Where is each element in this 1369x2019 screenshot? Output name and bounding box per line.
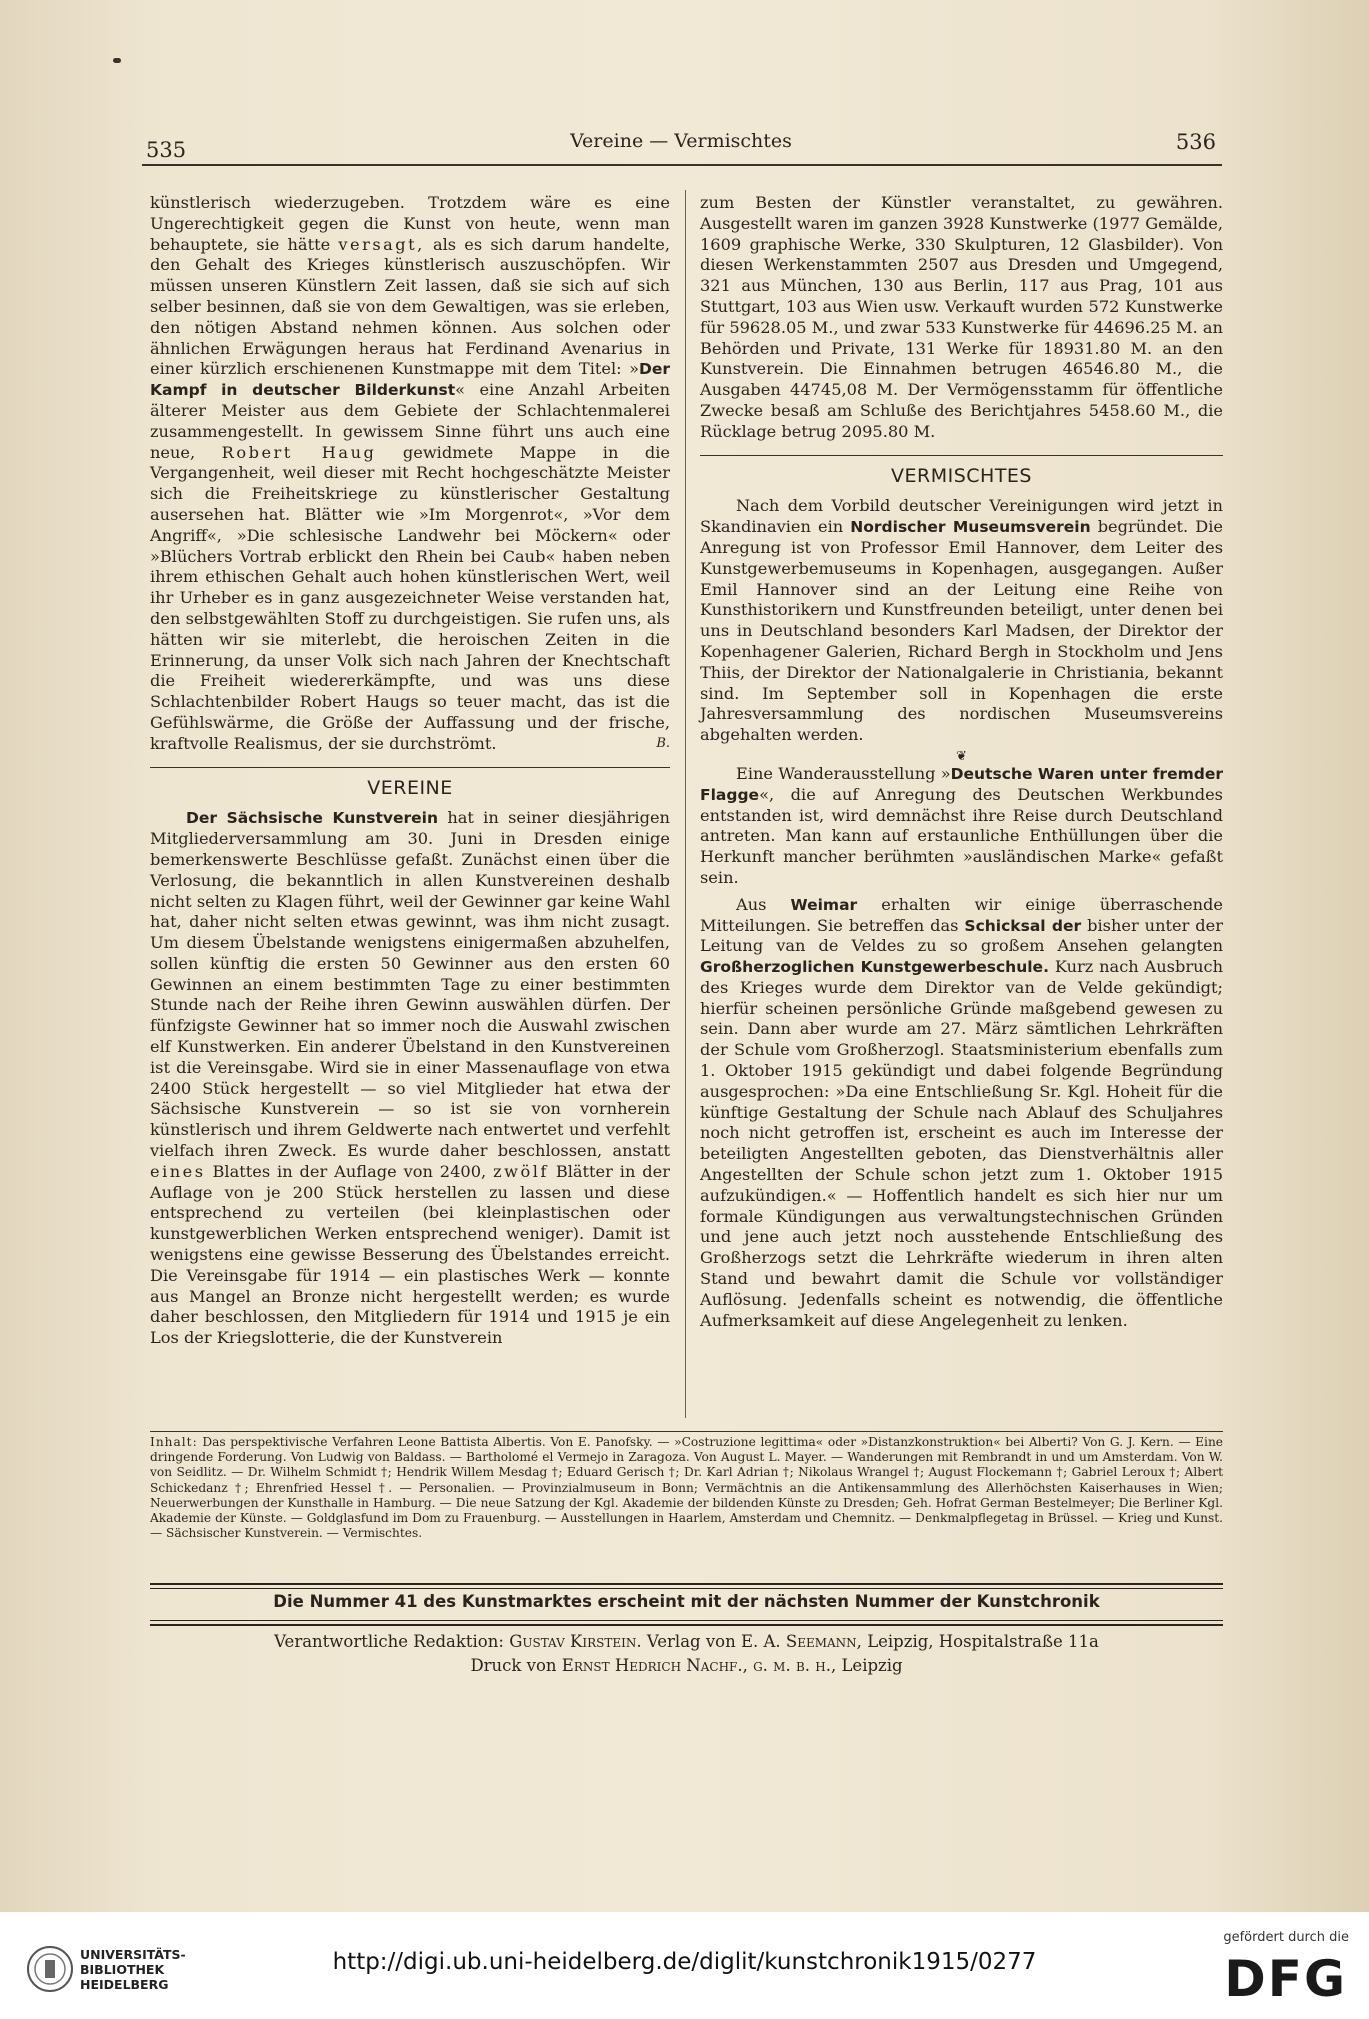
spaced-name: Robert Haug <box>221 442 377 462</box>
editor-name: Gustav Kirstein. <box>509 1632 642 1651</box>
statistics-paragraph: zum Besten der Künstler veranstaltet, zu gewähren. Ausgestellt waren im ganzen 3928 Kunstwerke (1977 Gemälde, 1609 graphische Werke, 330 Skulpturen, 12 Glasbilder). Von diesen Werkenstammten 2507 aus Dresden und Umgegend, 321 aus München, 130 aus Berlin, 117 aus Prag, 101 aus Stuttgart, 103 aus Wien usw. Verkauft wurden 572 Kunstwerke für 59628.05 M., und zwar 533 Kunstwerke für 44696.25 M. an Behörden und Private, 131 Werke für 18931.80 M. an den Kunstverein. Die Einnahmen betrugen 46546.80 M., die Ausgaben 44745,08 M. Der Vermögensstamm für öffentliche Zwecke besaß am Schluße des Berichtjahres 5458.60 M., die Rücklage betrug 2095.80 M. <box>700 193 1223 441</box>
column-divider <box>685 190 686 1418</box>
weimar-paragraph: Aus Weimar erhalten wir einige überraschende Mitteilungen. Sie betreffen das Schicksal der bisher unter der Leitung van de Veldes zu so großem Ansehen gelangten Großherzoglichen Kunstgewerbeschule. Kurz nach Ausbruch des Krieges wurde dem Direktor van de Velde gekündigt; hierfür scheinen persönliche Gründe maßgebend gewesen zu sein. Dann aber wurde am 27. März sämtlichen Lehrkräften der Schule vom Großherzogl. Staatsministerium ebenfalls zum 1. Oktober 1915 gekündigt und dabei folgende Begründung ausgesprochen: »Da eine Entschließung Sr. Kgl. Hoheit für die künftige Gestaltung der Schule nach Ablauf des Schuljahres noch nicht getroffen ist, erscheint es auch im Interesse der beteiligten Angestellten geboten, das Dienstverhältnis aller Angestellten der Schule schon jetzt zum 1. Oktober 1915 aufzukündigen.« — Hoffentlich handelt es sich hier nur um formale Kündigungen aus verwaltungstechnischen Gründen und jene auch jetzt noch ausstehende Entschließung des Großherzogs setzt die Lehrkräfte wiederum in ihren alten Stand und bewahrt damit die Schule vor vollständiger Auflösung. Jedenfalls scheint es notwendig, die öffentliche Aufmerksamkeit auf diese Angelegenheit zu lenken. <box>700 894 1224 1330</box>
wanderausstellung-paragraph: Eine Wanderausstellung »Deutsche Waren unter fremder Flagge«, die auf Anregung des Deutschen Werkbundes entstanden ist, wird demnächst ihre Reise durch Deutschland antreten. Man kann auf erstaunliche Enthüllungen über die Herkunft mancher berühmten »ausländischen Marke« gefaßt sein. <box>700 763 1223 887</box>
imprint <box>150 1630 1223 1678</box>
kunstmarkt-notice: Die Nummer 41 des Kunstmarktes erscheint mit der nächsten Nummer der Kunstchronik <box>273 1592 1100 1611</box>
author-signature: B. <box>656 735 670 751</box>
kunstmappe-paragraph: künstlerisch wiederzugeben. Trotzdem wäre es eine Ungerechtigkeit gegen die Kunst von heute, wenn man behauptete, sie hätte versagt, als es sich darum handelte, den Gehalt des Krieges künstlerisch auszuschöpfen. Wir müssen unseren Künstlern Zeit lassen, daß sie sich auf sich selber besinnen, daß sie von dem Gewaltigen, was sie erleben, den nötigen Abstand nehmen können. Aus solchen oder ähnlichen Erwägungen heraus hat Ferdinand Avenarius in einer kürzlich erschienenen Kunstmappe mit dem Titel: »Der Kampf in deutscher Bilderkunst« eine Anzahl Arbeiten älterer Meister aus dem Gebiete der Schlachtenmalerei zusammengestellt. In gewissem Sinne führt uns auch eine neue, Robert Haug gewidmete Mappe in die Vergangenheit, weil dieser mit Recht hochgeschätzte Meister sich die Freiheitskriege zu künstlerischer Gestaltung ausersehen hat. Blätter wie »Im Morgenrot«, »Vor dem Angriff«, »Die schlesische Landwehr bei Möckern« oder »Blüchers Vortrab erblickt den Rhein bei Caub« haben neben ihrem ethischen Gehalt auch hohen künstlerischen Wert, weil ihr Urheber es in ganz ausgezeichneter Weise verstanden hat, den selbstgewählten Stoff zu durchgeistigen. Sie rufen uns, als hätten wir sie miterlebt, die heroischen Zeiten in die Erinnerung, da unser Volk sich nach Jahren der Knechtschaft die Freiheit wiedererkämpfte, und was uns diese Schlachtenbilder Robert Haugs so teuer macht, das ist die Gefühlswärme, die Größe der Auffassung und der frische, kraftvolle Realismus, der sie durchströmt. B. <box>150 193 671 753</box>
notice-rule-bottom <box>150 1620 1223 1626</box>
permalink-url[interactable]: http://digi.ub.uni-heidelberg.de/diglit/kunstchronik1915/0277 <box>332 1949 1037 1975</box>
table-of-contents <box>150 1431 1223 1541</box>
header-rule <box>142 164 1222 166</box>
section-rule <box>700 455 1223 456</box>
page-number-left: 535 <box>146 138 187 162</box>
imprint-line-1: Verantwortliche Redaktion: Gustav Kirstein. Verlag von E. A. Seemann, Leipzig, Hospitalstraße 11a <box>274 1632 1099 1651</box>
spaced-emphasis: versagt, <box>338 234 425 254</box>
running-title: Vereine — Vermischtes <box>570 130 792 152</box>
imprint-line-2: Druck von Ernst Hedrich Nachf., g. m. b. h., Leipzig <box>470 1656 903 1675</box>
dfg-logo: DFG <box>1224 1950 1347 2008</box>
ink-blot <box>113 58 121 63</box>
digitization-footer <box>0 1912 1369 2019</box>
institution-name: UNIVERSITÄTS- BIBLIOTHEK HEIDELBERG <box>80 1947 186 1992</box>
bold-title: Der Kampf in deutscher Bilderkunst <box>150 360 670 400</box>
page-number-right: 536 <box>1175 130 1216 154</box>
right-column <box>700 193 1223 1331</box>
contents-text: Das perspektivische Verfahren Leone Battista Albertis. Von E. Panofsky. — »Costruzione legittima« oder »Distanzkonstruktion« bei Alberti? Von G. J. Kern. — Eine dringende Forderung. Von Ludwig von Baldass. — Bartholomé el Vermejo in Zaragoza. Von August L. Mayer. — Wanderungen mit Rembrandt in und um Amsterdam. Von W. von Seidlitz. — Dr. Wilhelm Schmidt †; Hendrik Willem Mesdag †; Eduard Gerisch †; Dr. Karl Adrian †; Nikolaus Wrangel †; August Flockemann †; Gabriel Leroux †; Albert Schickedanz †; Ehrenfried Hessel †. — Personalien. — Provinzialmuseum in Bonn; Vermächtnis an die Antikensammlung des Allerhöchsten Kaiserhauses in Wien; Neuerwerbungen der Kunsthalle in Hamburg. — Die neue Satzung der Kgl. Akademie der bildenden Künste zu Dresden; Geh. Hofrat German Bestelmeyer; Die Berliner Kgl. Akademie der Künste. — Goldglasfund im Dom zu Frauenburg. — Ausstellungen in Haarlem, Amsterdam und Chemnitz. — Denkmalpflegetag in Brüssel. — Krieg und Kunst. — Sächsischer Kunstverein. — Vermischtes. <box>150 1435 1224 1541</box>
notice-rule-top <box>150 1583 1223 1589</box>
printer-name: Ernst Hedrich Nachf., g. m. b. h., <box>561 1656 837 1675</box>
section-rule <box>150 767 670 768</box>
funded-by-label: gefördert durch die <box>1223 1930 1349 1945</box>
contents-label: Inhalt: <box>150 1435 198 1449</box>
section-heading-vermischtes: VERMISCHTES <box>891 464 1032 487</box>
publisher-name: E. A. Seemann, <box>740 1632 862 1651</box>
section-heading-vereine: VEREINE <box>367 776 453 799</box>
running-header <box>142 130 1220 164</box>
left-column <box>150 193 670 1349</box>
bold-lead: Der Sächsische Kunstverein <box>186 809 439 828</box>
kunstverein-paragraph: Der Sächsische Kunstverein hat in seiner diesjährigen Mitgliederversammlung am 30. Juni in Dresden einige bemerkenswerte Beschlüsse gefaßt. Zunächst einen über die Verlosung, die bekanntlich in allen Kunstvereinen deshalb nicht selten zu Klagen führt, weil der Gewinner gar keine Wahl hat, daher nicht selten etwas gewinnt, was ihm nicht zusagt. Um diesem Übelstande wenigstens einigermaßen abzuhelfen, sollen künftig die ersten 50 Gewinner aus den ersten 60 Gewinnen an einem bestimmten Tage zu einer bestimmten Stunde nach der Reihe ihren Gewinn auswählen dürfen. Der fünfzigste Gewinner hat so immer noch die Auswahl zwischen elf Kunstwerken. Ein anderer Übelstand in den Kunstvereinen ist die Vereinsgabe. Wird sie in einer Massenauflage von etwa 2400 Stück hergestellt — so viel Mitglieder hat etwa der Sächsische Kunstverein — so ist sie von vornherein künstlerisch und ihrem Geldwerte nach entwertet und verfehlt vielfach ihren Zweck. Es wurde daher beschlossen, anstatt eines Blattes in der Auflage von 2400, zwölf Blätter in der Auflage von je 200 Stück herstellen zu lassen und diese entsprechend zu verteilen (bei kleinplastischen oder kunstgewerblichen Werken entsprechend weniger). Damit ist wenigstens eine gewisse Besserung des Übelstandes erreicht. Die Vereinsgabe für 1914 — ein plastisches Werk — konnte aus Mangel an Bronze nicht hergestellt werden; es wurde daher beschlossen, den Mitgliedern für 1914 und 1915 je ein Los der Kriegslotterie, die der Kunstverein <box>150 808 670 1348</box>
fleuron-ornament-icon: ❦ <box>956 748 967 764</box>
museumsverein-paragraph: Nach dem Vorbild deutscher Vereinigungen wird jetzt in Skandinavien ein Nordischer Museumsverein begründet. Die Anregung ist von Professor Emil Hannover, dem Leiter des Kunstgewerbemuseums in Kopenhagen, ausgegangen. Außer Emil Hannover sind an der Leitung eine Reihe von Kunsthistorikern und Kunstfreunden beteiligt, unter denen bei uns in Deutschland besonders Karl Madsen, der Direktor der Kopenhagener Galerien, Richard Bergh in Stockholm und Jens Thiis, der Direktor der Nationalgalerie in Christiania, bekannt sind. Im September soll in Kopenhagen die erste Jahresversammlung des nordischen Museumsvereins abgehalten werden. <box>700 496 1223 745</box>
